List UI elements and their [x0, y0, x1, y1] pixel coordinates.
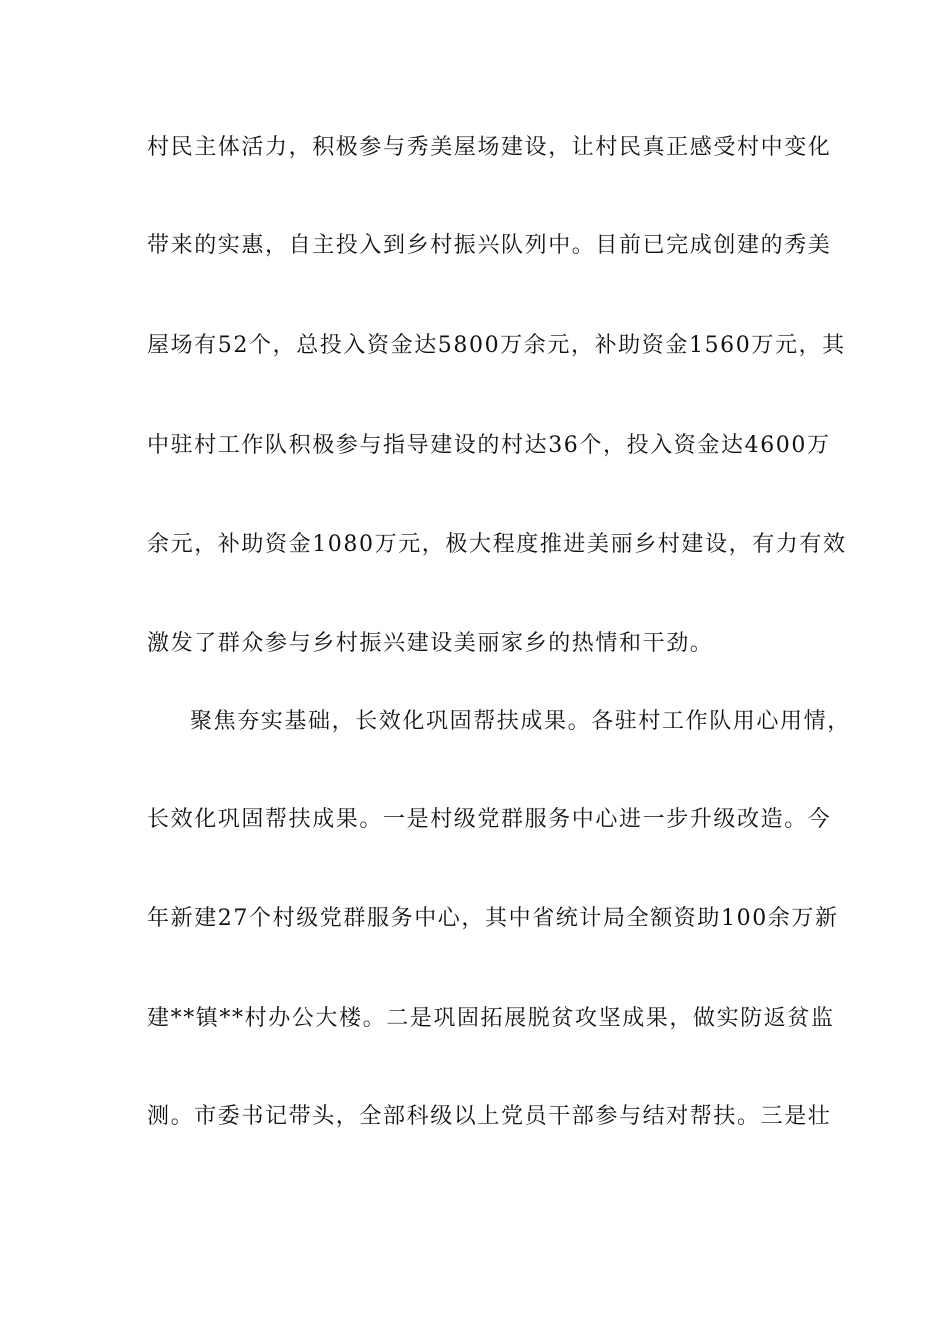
- paragraph-line: 屋场有52个，总投入资金达5800万余元，补助资金1560万元，其: [147, 333, 846, 358]
- paragraph-line: 村民主体活力，积极参与秀美屋场建设，让村民真正感受村中变化: [147, 135, 832, 160]
- paragraph-line: 年新建27个村级党群服务中心，其中省统计局全额资助100余万新: [147, 906, 839, 931]
- paragraph-line: 测。市委书记带头，全部科级以上党员干部参与结对帮扶。三是壮: [147, 1104, 832, 1129]
- paragraph-line: 余元，补助资金1080万元，极大程度推进美丽乡村建设，有力有效: [147, 532, 847, 557]
- paragraph-line: 中驻村工作队积极参与指导建设的村达36个，投入资金达4600万: [147, 433, 831, 458]
- paragraph-line: 聚焦夯实基础，长效化巩固帮扶成果。各驻村工作队用心用情，: [190, 709, 851, 734]
- paragraph-line: 建**镇**村办公大楼。二是巩固拓展脱贫攻坚成果，做实防返贫监: [147, 1006, 835, 1031]
- paragraph-line: 激发了群众参与乡村振兴建设美丽家乡的热情和干劲。: [147, 631, 714, 656]
- paragraph-line: 长效化巩固帮扶成果。一是村级党群服务中心进一步升级改造。今: [147, 807, 832, 832]
- paragraph-line: 带来的实惠，自主投入到乡村振兴队列中。目前已完成创建的秀美: [147, 233, 832, 258]
